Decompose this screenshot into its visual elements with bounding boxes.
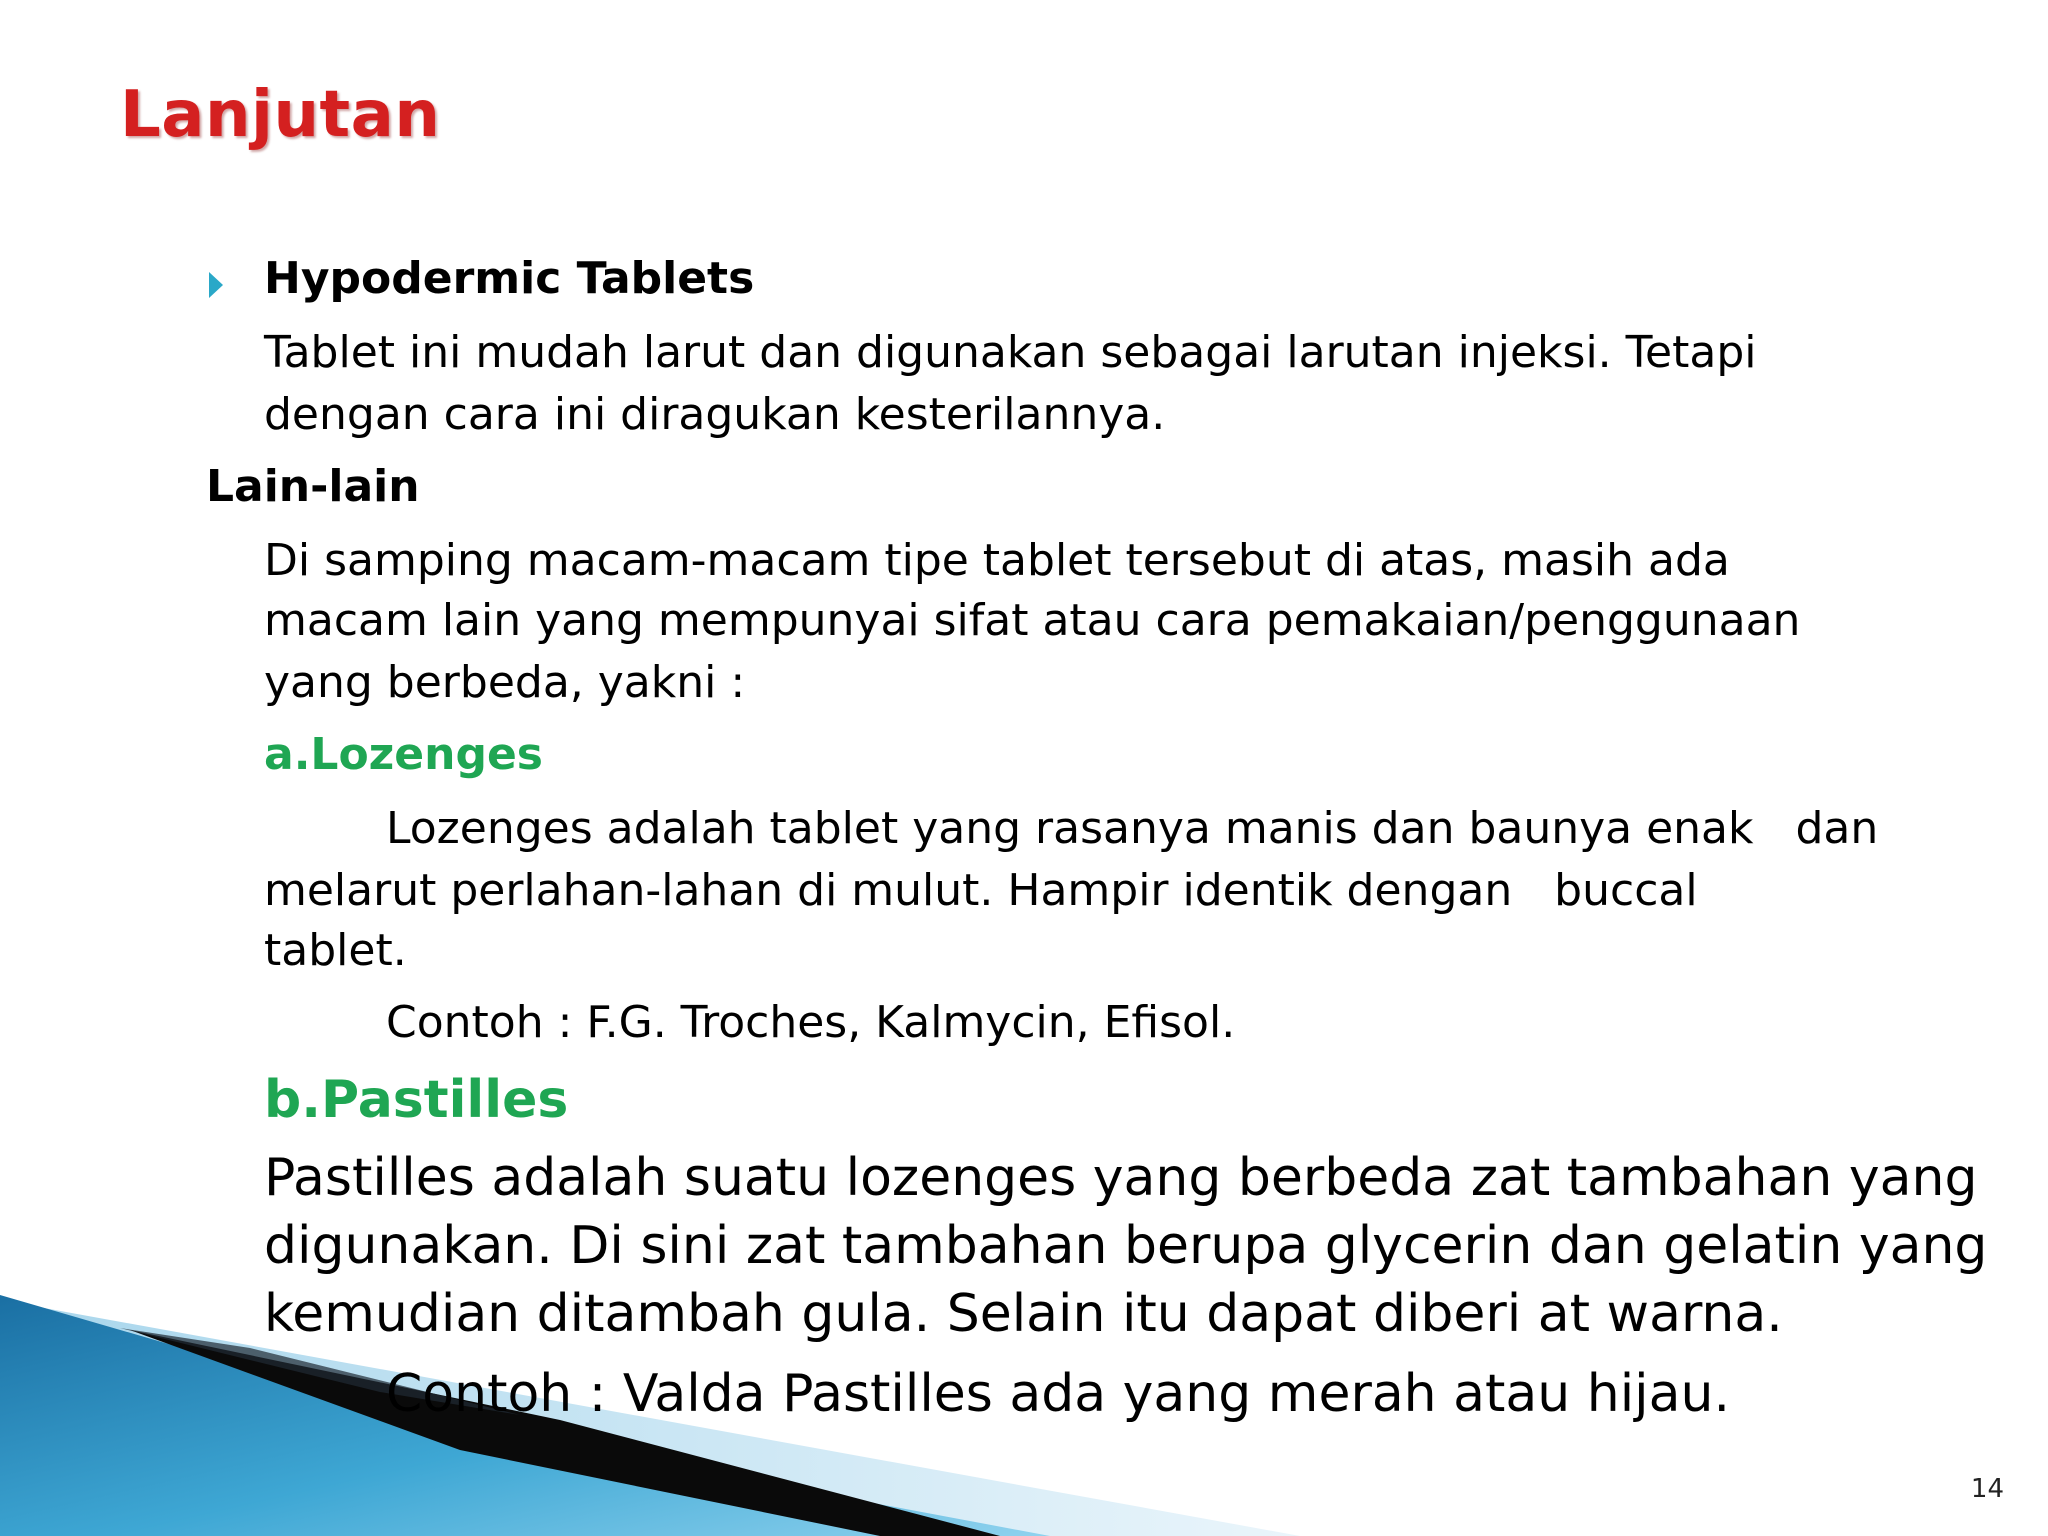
heading-lain-lain: Lain-lain: [206, 461, 420, 512]
slide-title: Lanjutan: [120, 78, 441, 152]
body-line: dengan cara ini diragukan kesterilannya.: [264, 389, 1166, 440]
body-line: yang berbeda, yakni :: [264, 657, 746, 708]
body-line: digunakan. Di sini zat tambahan berupa glycerin dan gelatin yang: [264, 1216, 1988, 1276]
triangle-right-icon: [209, 272, 223, 298]
example-line: Contoh : Valda Pastilles ada yang merah atau hijau.: [386, 1364, 1730, 1424]
body-line: Lozenges adalah tablet yang rasanya manis dan baunya enak dan: [386, 803, 1879, 854]
body-line: Tablet ini mudah larut dan digunakan sebagai larutan injeksi. Tetapi: [264, 327, 1757, 378]
body-line: tablet.: [264, 925, 407, 976]
body-line: kemudian ditambah gula. Selain itu dapat diberi at warna.: [264, 1284, 1783, 1344]
subheading-lozenges: a.Lozenges: [264, 729, 543, 780]
body-line: melarut perlahan-lahan di mulut. Hampir identik dengan buccal: [264, 865, 1698, 916]
body-line: macam lain yang mempunyai sifat atau cara pemakaian/penggunaan: [264, 595, 1801, 646]
page-number: 14: [1970, 1474, 2004, 1504]
subheading-pastilles: b.Pastilles: [264, 1070, 569, 1130]
body-line: Di samping macam-macam tipe tablet tersebut di atas, masih ada: [264, 535, 1730, 586]
heading-hypodermic-tablets: Hypodermic Tablets: [264, 253, 755, 304]
example-line: Contoh : F.G. Troches, Kalmycin, Efisol.: [386, 997, 1236, 1048]
body-line: Pastilles adalah suatu lozenges yang berbeda zat tambahan yang: [264, 1148, 1978, 1208]
